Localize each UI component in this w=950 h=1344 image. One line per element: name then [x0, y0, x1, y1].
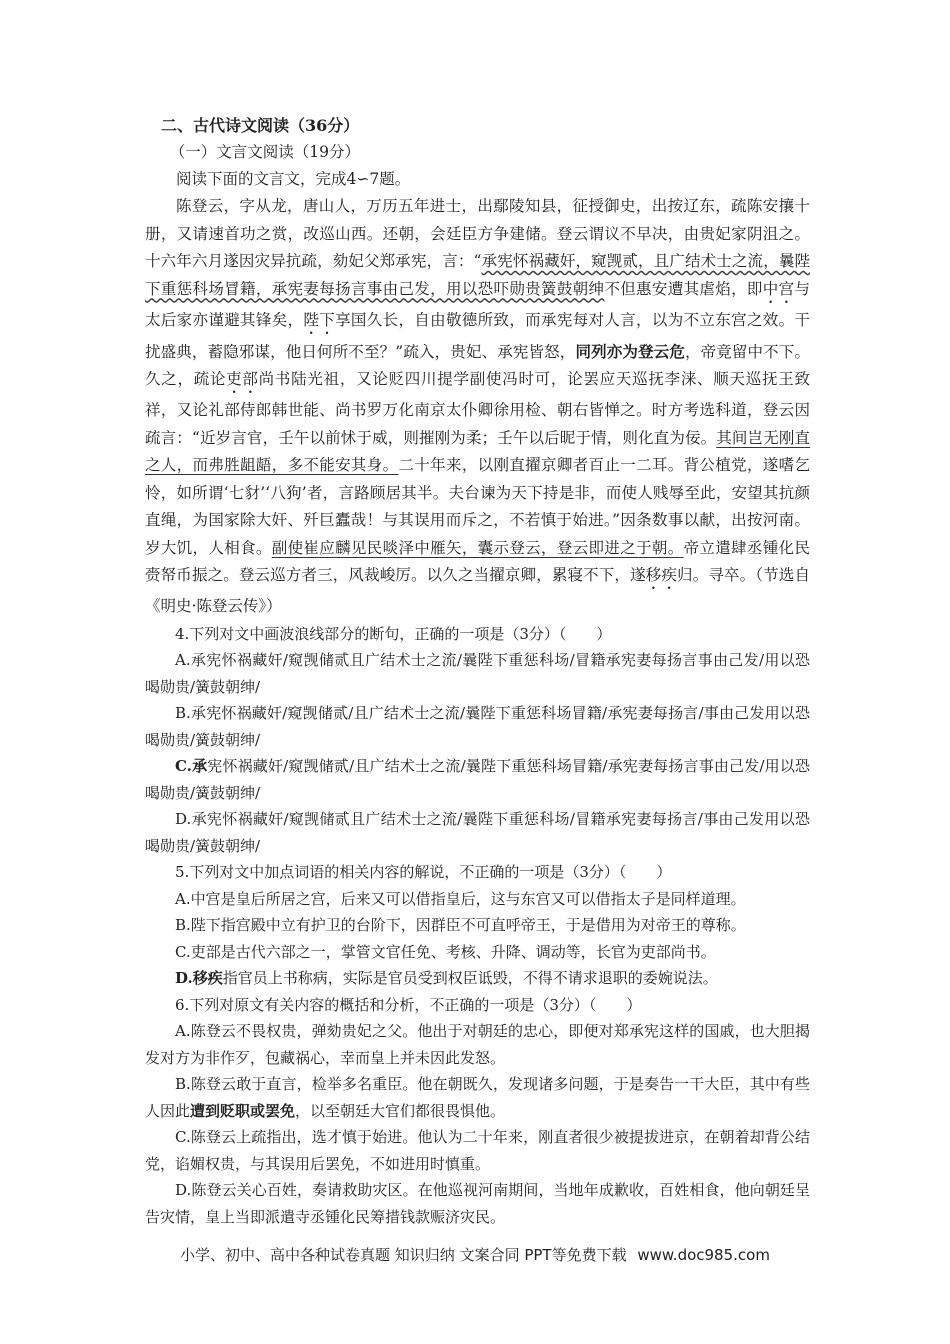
option-text: 指官员上书称病，实际是官员受到权臣诋毁，不得不请求退职的委婉说法。: [222, 969, 718, 987]
question-6: [145, 992, 810, 1231]
passage-text: 与太后家亦谨避其锋矣，: [145, 279, 810, 329]
bold-phrase: 遭到贬职或罢免: [190, 1101, 296, 1120]
dotted-term-zhonggong: 中宫: [762, 279, 795, 298]
question-stem: 6.下列对原文有关内容的概括和分析，不正确的一项是（3分）（ ）: [175, 995, 642, 1014]
footer: [0, 1244, 950, 1265]
option-text: 宪怀祸藏奸/窥觊储贰/且广结术士之流/曩陛下重惩科场冒籍/承宪妻每扬言事由己发/用以恐喝勋贵/簧鼓朝绅/: [145, 757, 810, 802]
option-a: A.陈登云不畏权贵，弹劾贵妃之父。他出于对朝廷的忠心，即便对郑承宪这样的国戚，也大胆揭发对方为非作歹，包藏祸心，幸而皇上并未因此发怒。: [145, 1022, 810, 1067]
option-a: A.中宫是皇后所居之宫，后来又可以借指皇后，这与东宫又可以借指太子是同样道理。: [175, 889, 746, 908]
option-d: D.陈登云关心百姓，奏请救助灾区。在他巡视河南期间，当地年成歉收，百姓相食，他向朝廷呈告灾情，皇上当即派遣寺丞锺化民筹措钱款赈济灾民。: [145, 1181, 810, 1226]
option-b: B.承宪怀祸藏奸/窥觊储贰/且广结术士之流/曩陛下重惩科场冒籍/承宪妻每扬言/事由己发用以恐喝勋贵/簧鼓朝绅/: [145, 704, 810, 749]
option-label: D.移疾: [175, 969, 223, 987]
option-c: C.吏部是古代六部之一，掌管文官任免、考核、升降、调动等，长官为吏部尚书。: [175, 942, 716, 961]
underlined-sentence-1: 其间岂无刚直之人，而弗胜龃龉，多不能安其身。: [145, 428, 810, 474]
section-subtitle: （一）文言文阅读（19分）: [169, 143, 361, 161]
passage-text: 享国久长，自由敬德所致，而承宪每对人言，以为不立东宫之效。干扰盛典，蓄隐邪谋，他日何所不至？”疏入，贵妃、承宪皆怒，: [145, 310, 810, 361]
passage-text: 不但惠安遭其虐焰，即: [604, 279, 763, 298]
question-stem: 5.下列对文中加点词语的相关内容的解说，不正确的一项是（3分）（ ）: [175, 863, 672, 881]
option-d: D.承宪怀祸藏奸/窥觊储贰且广结术士之流/曩陛下重惩科场/冒籍承宪妻每扬言/事由己发用以恐喝勋贵/簧鼓朝绅/: [145, 810, 810, 855]
instruction: 阅读下面的文言文，完成4∽7题。: [176, 170, 411, 188]
passage-text: ，帝竟留中不下。久之，疏论: [145, 342, 810, 388]
option-b: [145, 1071, 810, 1124]
question-4: [145, 621, 810, 860]
exam-page: [145, 112, 810, 1230]
passage-text: 尚书陆光祖，又论贬四川提学副使冯时可，论罢应天巡抚李涞、顺天巡抚王致祥，又论礼部侍郎韩世能、尚书罗万化南京太仆卿徐用检、朝右皆惮之。时方考选科道，登云因疏言：“近岁言官，壬午以前怵于威，则摧刚为柔；壬午以后昵于情，则化直为佞。: [145, 370, 810, 447]
option-text: ，以至朝廷大官们都很畏惧他。: [295, 1101, 506, 1120]
option-b: B.陛下指宫殿中立有护卫的台阶下，因群臣不可直呼帝王，于是借用为对帝王的尊称。: [175, 916, 746, 934]
section-title: 二、古代诗文阅读（36分）: [161, 116, 360, 135]
dotted-term-libu: 吏部: [226, 370, 259, 388]
dotted-term-yiji: 移疾: [645, 566, 678, 584]
passage-text: 归。寻卒。（节选自《明史·陈登云传》）: [145, 566, 810, 615]
footer-link[interactable]: www.doc985.com: [637, 1246, 770, 1264]
option-a: A.承宪怀祸藏奸/窥觊储贰且广结术士之流/曩陛下重惩科场/冒籍承宪妻每扬言事由己发/用以恐喝勋贵/簧鼓朝绅/: [145, 651, 810, 696]
dotted-term-bixia: 陛下: [303, 310, 336, 329]
option-c: [145, 753, 810, 806]
bold-phrase: 同列亦为登云危: [575, 341, 685, 361]
passage-text: 帝立遣肆丞锺化民赍帑币振之。登云巡方者三，风裁峻厉。以久之当擢京卿，累寝不下，遂: [145, 538, 810, 584]
footer-text: 小学、初中、高中各种试卷真题 知识归纳 文案合同 PPT等免费下载: [180, 1246, 627, 1264]
passage: [145, 193, 810, 621]
option-d: [145, 965, 810, 992]
option-c: C.陈登云上疏指出，选才慎于始进。他认为二十年来，刚直者很少被提拔进京，在朝着却背公结党，谄媚权贵，与其误用后罢免，不如进用时慎重。: [145, 1128, 810, 1173]
passage-text: 陈登云，字从龙，唐山人，万历五年进士，出鄢陵知县，征授御史，出按辽东，疏陈安攘十册，又请速首功之赏，改巡山西。还朝，会廷臣方争建储。登云谓议不早决，由贵妃家阴沮之。十六年六月遂因灾异抗疏，劾妃父郑承宪，言：“: [145, 197, 810, 270]
option-label: C.承: [175, 757, 208, 775]
passage-text: 二十年来，以刚直擢京卿者百止一二耳。背公植党，遂嗜乞怜，如所谓‘七豺’‘八狗’者，言路顾居其半。夫台谏为天下持是非，而使人贱辱至此，安望其抗颜直绳，为国家除大奸、歼巨蠹哉！与其误用而斥之，不若慎于始进。”因条数事以献，出按河南。岁大饥，人相食。: [145, 456, 810, 557]
wavy-underlined-text: 承宪怀祸藏奸，窥觊贰，且广结术士之流，曩陛下重惩科场冒籍，承宪妻每扬言事由己发，用以恐吓勋贵簧鼓朝绅: [145, 252, 810, 298]
option-text: B.陈登云敢于直言，检举多名重臣。他在朝既久，发现诸多问题，于是奏告一干大臣，其中有些人因此: [145, 1075, 810, 1120]
question-stem: 4.下列对文中画波浪线部分的断句，正确的一项是（3分）（ ）: [175, 624, 612, 643]
underlined-sentence-2: 副使崔应麟见民啖泽中雁矢，囊示登云，登云即进之于朝。: [271, 538, 684, 557]
question-5: [145, 859, 810, 992]
